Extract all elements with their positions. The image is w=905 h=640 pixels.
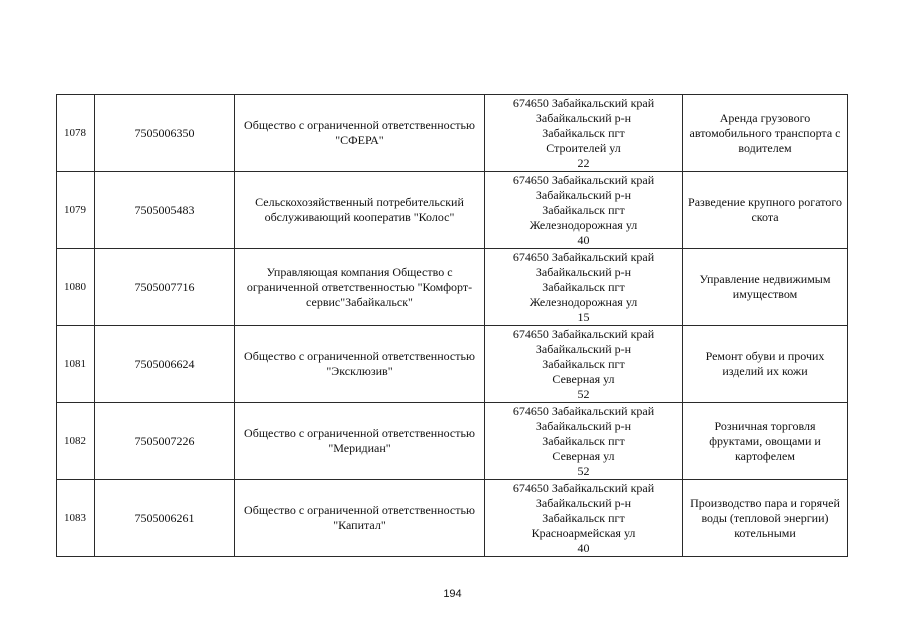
address-line: Забайкальский р-н bbox=[535, 496, 632, 510]
address-line: 674650 Забайкальский край bbox=[512, 173, 655, 187]
address-line: 52 bbox=[577, 464, 590, 478]
activity-cell: Разведение крупного рогатого скота bbox=[683, 172, 848, 249]
address-line: 40 bbox=[577, 233, 590, 247]
row-number: 1081 bbox=[57, 326, 95, 403]
activity-cell: Управление недвижимым имуществом bbox=[683, 249, 848, 326]
address-line: Забайкальск пгт bbox=[542, 126, 625, 140]
address-line: Железнодорожная ул bbox=[529, 218, 638, 232]
address-line: Забайкальский р-н bbox=[535, 342, 632, 356]
address-line: Забайкальский р-н bbox=[535, 265, 632, 279]
address-line: 40 bbox=[577, 541, 590, 555]
address-line: Строителей ул bbox=[546, 141, 621, 155]
organization-name-cell: Управляющая компания Общество с ограниченной ответственностью "Комфорт-сервис"Забайкальск" bbox=[235, 249, 485, 326]
address-line: Забайкальский р-н bbox=[535, 111, 632, 125]
activity-cell: Аренда грузового автомобильного транспорта с водителем bbox=[683, 95, 848, 172]
table-row bbox=[57, 172, 848, 249]
inn-cell: 7505006350 bbox=[95, 95, 235, 172]
address-cell bbox=[485, 403, 683, 480]
address-line: 52 bbox=[577, 387, 590, 401]
address-cell bbox=[485, 95, 683, 172]
address-line: Железнодорожная ул bbox=[529, 295, 638, 309]
organization-name-cell: Общество с ограниченной ответственностью "Капитал" bbox=[235, 480, 485, 557]
row-number: 1079 bbox=[57, 172, 95, 249]
address-line: Забайкальский р-н bbox=[535, 188, 632, 202]
address-cell bbox=[485, 480, 683, 557]
address-line: Забайкальск пгт bbox=[542, 434, 625, 448]
address-cell bbox=[485, 326, 683, 403]
organization-name-cell: Общество с ограниченной ответственностью "Меридиан" bbox=[235, 403, 485, 480]
address-cell bbox=[485, 249, 683, 326]
address-line: 674650 Забайкальский край bbox=[512, 481, 655, 495]
address-cell bbox=[485, 172, 683, 249]
table-row bbox=[57, 326, 848, 403]
address-line: Забайкальск пгт bbox=[542, 203, 625, 217]
address-line: Северная ул bbox=[552, 372, 615, 386]
activity-cell: Розничная торговля фруктами, овощами и картофелем bbox=[683, 403, 848, 480]
address-line: 674650 Забайкальский край bbox=[512, 250, 655, 264]
page-number: 194 bbox=[443, 588, 462, 600]
row-number: 1078 bbox=[57, 95, 95, 172]
inn-cell: 7505006624 bbox=[95, 326, 235, 403]
address-line: 674650 Забайкальский край bbox=[512, 404, 655, 418]
organization-name-cell: Общество с ограниченной ответственностью "СФЕРА" bbox=[235, 95, 485, 172]
activity-cell: Ремонт обуви и прочих изделий их кожи bbox=[683, 326, 848, 403]
address-line: 674650 Забайкальский край bbox=[512, 96, 655, 110]
activity-cell: Производство пара и горячей воды (тепловой энергии) котельными bbox=[683, 480, 848, 557]
row-number: 1082 bbox=[57, 403, 95, 480]
address-line: 674650 Забайкальский край bbox=[512, 327, 655, 341]
table-row bbox=[57, 480, 848, 557]
table-row bbox=[57, 403, 848, 480]
address-line: 15 bbox=[577, 310, 590, 324]
address-line: 22 bbox=[577, 156, 590, 170]
address-line: Забайкальск пгт bbox=[542, 280, 625, 294]
address-line: Красноармейская ул bbox=[531, 526, 636, 540]
row-number: 1080 bbox=[57, 249, 95, 326]
table-row bbox=[57, 95, 848, 172]
inn-cell: 7505006261 bbox=[95, 480, 235, 557]
table-row bbox=[57, 249, 848, 326]
organization-name-cell: Общество с ограниченной ответственностью "Эксклюзив" bbox=[235, 326, 485, 403]
address-line: Забайкальск пгт bbox=[542, 511, 625, 525]
inn-cell: 7505005483 bbox=[95, 172, 235, 249]
row-number: 1083 bbox=[57, 480, 95, 557]
address-line: Забайкальск пгт bbox=[542, 357, 625, 371]
address-line: Северная ул bbox=[552, 449, 615, 463]
inn-cell: 7505007226 bbox=[95, 403, 235, 480]
address-line: Забайкальский р-н bbox=[535, 419, 632, 433]
inn-cell: 7505007716 bbox=[95, 249, 235, 326]
organization-name-cell: Сельскохозяйственный потребительский обслуживающий кооператив "Колос" bbox=[235, 172, 485, 249]
registry-table bbox=[56, 94, 848, 557]
